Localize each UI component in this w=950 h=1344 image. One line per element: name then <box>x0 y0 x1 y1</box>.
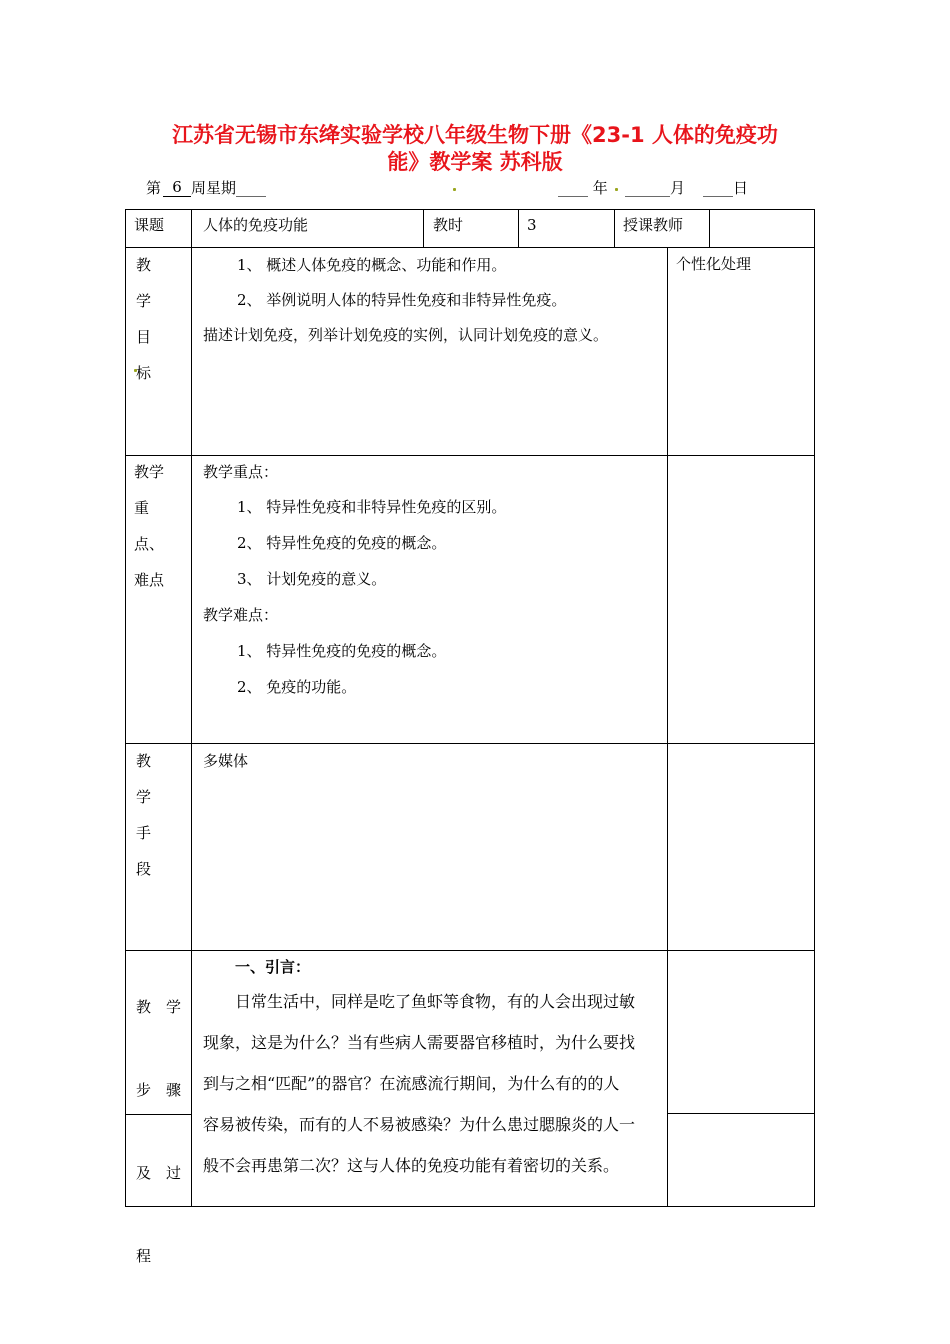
scan-dot <box>453 188 456 191</box>
hours-label: 教时 <box>433 216 464 234</box>
topic-value: 人体的免疫功能 <box>203 216 309 234</box>
means-label: 教 学 手 段 <box>136 752 152 878</box>
difficulty-item: 1、 特异性免疫的免疫的概念。 <box>237 642 447 660</box>
focus-item: 1、 特异性免疫和非特异性免疫的区别。 <box>237 498 507 516</box>
week-prefix: 第 <box>146 179 162 197</box>
year-blank: ____ 年 <box>558 179 608 197</box>
hours-value: 3 <box>527 216 537 234</box>
procedure-line: 容易被传染，而有的人不易被感染？为什么患过腮腺炎的人一 <box>203 1115 636 1134</box>
objective-item: 2、 举例说明人体的特异性免疫和非特异性免疫。 <box>237 291 567 309</box>
side-note-heading: 个性化处理 <box>676 255 752 273</box>
procedure-label: 教 学 步 骤 及 过 程 <box>136 998 182 1265</box>
day-blank: ____日 <box>703 179 749 197</box>
procedure-line: 日常生活中，同样是吃了鱼虾等食物，有的人会出现过敏 <box>235 992 636 1011</box>
objectives-label: 教 学 目 标 <box>136 256 152 382</box>
procedure-line: 现象，这是为什么？当有些病人需要器官移植时，为什么要找 <box>203 1033 636 1052</box>
title-line-2: 能》教学案 苏科版 <box>387 150 563 174</box>
means-content: 多媒体 <box>203 752 249 770</box>
difficulty-title: 教学难点： <box>203 606 279 624</box>
procedure-line: 到与之相“匹配”的器官？在流感流行期间，为什么有的的人 <box>203 1074 620 1093</box>
procedure-line: 般不会再患第二次？这与人体的免疫功能有着密切的关系。 <box>203 1156 620 1175</box>
week-number: 6 <box>163 178 191 197</box>
month-blank: ______月 <box>625 179 686 197</box>
difficulty-item: 2、 免疫的功能。 <box>237 678 357 696</box>
weekday-blank: 周星期____ <box>191 179 267 197</box>
focus-title: 教学重点： <box>203 463 279 481</box>
teacher-label: 授课教师 <box>623 216 684 234</box>
procedure-heading: 一、引言： <box>235 958 311 976</box>
scan-dot <box>615 188 618 191</box>
keypoints-label: 教学 重 点、 难点 <box>134 463 165 589</box>
focus-item: 3、 计划免疫的意义。 <box>237 570 387 588</box>
title-line-1: 江苏省无锡市东绛实验学校八年级生物下册《23-1 人体的免疫功 <box>172 123 778 147</box>
date-line <box>0 178 950 198</box>
document-title <box>130 122 820 176</box>
objective-item: 描述计划免疫，列举计划免疫的实例，认同计划免疫的意义。 <box>203 326 609 344</box>
focus-item: 2、 特异性免疫的免疫的概念。 <box>237 534 447 552</box>
objective-item: 1、 概述人体免疫的概念、功能和作用。 <box>237 256 507 274</box>
topic-label: 课题 <box>134 216 165 234</box>
